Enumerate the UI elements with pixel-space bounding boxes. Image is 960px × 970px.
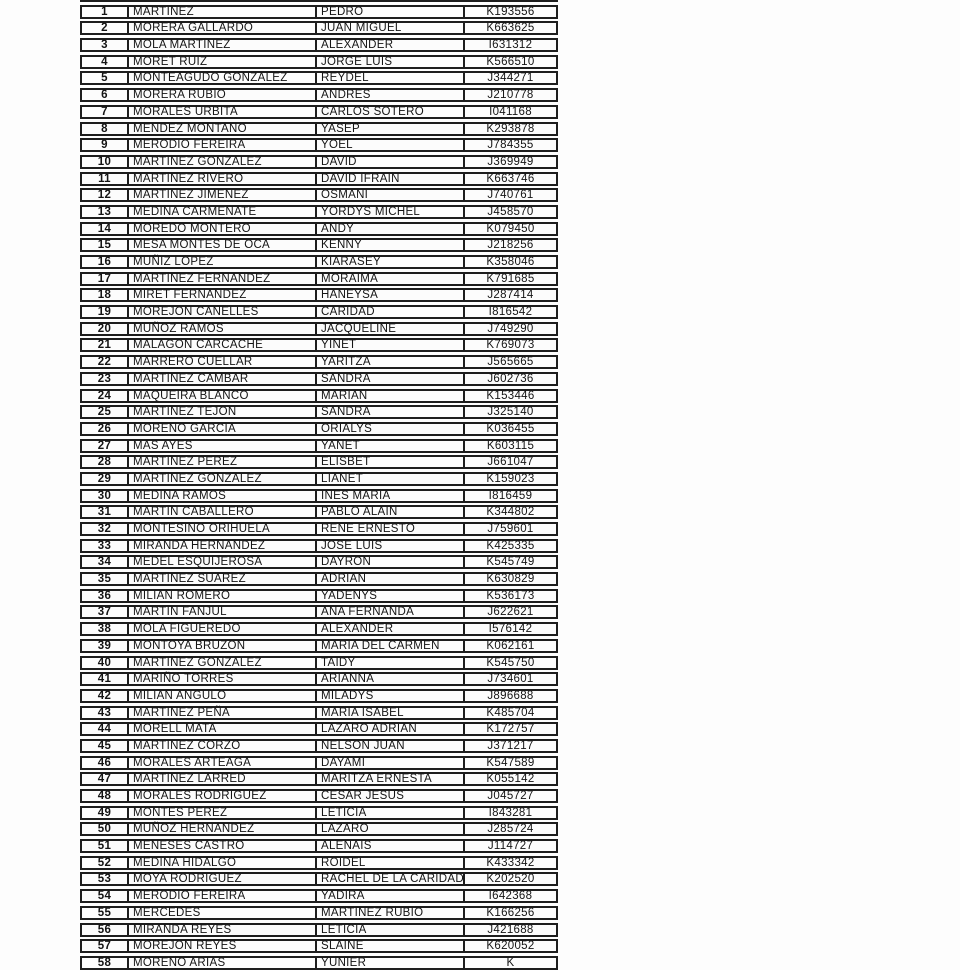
id-cell: I642368 [488, 890, 533, 903]
row-number-cell: 16 [82, 257, 129, 267]
id-cell: J218256 [487, 239, 534, 252]
first-name-cell: LETICIA [317, 808, 465, 818]
last-name-cell: MORENO GARCIA [129, 424, 317, 434]
first-name-cell: ALEXANDER [317, 40, 465, 50]
id-cell: J369949 [487, 155, 534, 168]
row-number-cell: 2 [82, 23, 129, 33]
table-row [80, 472, 558, 486]
first-name-cell: MORAIMA [317, 274, 465, 284]
table-row [80, 55, 558, 69]
first-name-cell: LAZARO ADRIAN [317, 724, 465, 734]
row-number-cell: 40 [82, 658, 129, 668]
table-row [80, 238, 558, 252]
row-number-cell: 13 [82, 207, 129, 217]
first-name-cell: JUAN MIGUEL [317, 23, 465, 33]
row-number-cell: 55 [82, 908, 129, 918]
table-row [80, 539, 558, 553]
first-name-cell: YADIRA [317, 891, 465, 901]
first-name-cell: KIARASEY [317, 257, 465, 267]
row-number-cell: 15 [82, 240, 129, 250]
row-number-cell: 46 [82, 758, 129, 768]
table-row [80, 822, 558, 836]
table-row [80, 105, 558, 119]
table-row [80, 355, 558, 369]
id-cell: K193556 [486, 5, 535, 18]
table-row [80, 455, 558, 469]
table-row [80, 71, 558, 85]
row-number-cell: 36 [82, 591, 129, 601]
last-name-cell: MOREDO MONTERO [129, 224, 317, 234]
id-cell: J896688 [487, 689, 534, 702]
row-number-cell: 53 [82, 874, 129, 884]
table-row [80, 639, 558, 653]
table-row [80, 372, 558, 386]
first-name-cell: LIANET [317, 474, 465, 484]
first-name-cell: ANDY [317, 224, 465, 234]
id-cell: J285724 [487, 823, 534, 836]
row-number-cell: 17 [82, 274, 129, 284]
last-name-cell: MIRET FERNANDEZ [129, 290, 317, 300]
cutoff-row-top [80, 0, 558, 2]
id-cell: J344271 [487, 72, 534, 85]
row-number-cell: 30 [82, 491, 129, 501]
last-name-cell: MERODIO FEREIRA [129, 891, 317, 901]
last-name-cell: MOREJON CANELLES [129, 307, 317, 317]
id-cell: J421688 [487, 923, 534, 936]
first-name-cell: YADENYS [317, 591, 465, 601]
id-cell: K [506, 956, 515, 969]
first-name-cell: ANA FERNANDA [317, 607, 465, 617]
table-row [80, 956, 558, 970]
first-name-cell: DAVID [317, 157, 465, 167]
first-name-cell: DAYRON [317, 557, 465, 567]
last-name-cell: MERODIO FEREIRA [129, 140, 317, 150]
id-cell: K166256 [486, 906, 535, 919]
row-number-cell: 52 [82, 858, 129, 868]
row-number-cell: 35 [82, 574, 129, 584]
table-row [80, 656, 558, 670]
row-number-cell: 21 [82, 340, 129, 350]
row-number-cell: 8 [82, 124, 129, 134]
first-name-cell: SANDRA [317, 407, 465, 417]
last-name-cell: MUÑIZ LOPEZ [129, 257, 317, 267]
first-name-cell: JOSE LUIS [317, 541, 465, 551]
first-name-cell: NELSON JUAN [317, 741, 465, 751]
first-name-cell: ORIALYS [317, 424, 465, 434]
id-cell: J759601 [487, 523, 534, 535]
table-row [80, 222, 558, 236]
row-number-cell: 54 [82, 891, 129, 901]
last-name-cell: MONTESINO ORIHUELA [129, 524, 317, 534]
last-name-cell: MERCEDES [129, 908, 317, 918]
last-name-cell: MORALES RODRIGUEZ [129, 791, 317, 801]
row-number-cell: 45 [82, 741, 129, 751]
last-name-cell: MENESES CASTRO [129, 841, 317, 851]
first-name-cell: CARLOS SOTERO [317, 107, 465, 117]
first-name-cell: SANDRA [317, 374, 465, 384]
last-name-cell: MEDINA HIDALGO [129, 858, 317, 868]
table-row [80, 389, 558, 403]
table-row [80, 906, 558, 920]
row-number-cell: 24 [82, 391, 129, 401]
id-cell: K159023 [486, 472, 535, 485]
table-row [80, 739, 558, 753]
table-row [80, 172, 558, 186]
first-name-cell: LAZARO [317, 824, 465, 834]
table-row [80, 489, 558, 503]
first-name-cell: ARIANNA [317, 674, 465, 684]
first-name-cell: MILADYS [317, 691, 465, 701]
id-cell: I041168 [489, 105, 532, 118]
first-name-cell: YUNIER [317, 958, 465, 968]
table-row [80, 672, 558, 686]
row-number-cell: 41 [82, 674, 129, 684]
first-name-cell: JACQUELINE [317, 324, 465, 334]
id-cell: J458570 [487, 205, 534, 218]
last-name-cell: MAS AYES [129, 441, 317, 451]
row-number-cell: 37 [82, 607, 129, 617]
table-row [80, 38, 558, 52]
first-name-cell: RACHEL DE LA CARIDAD [317, 874, 465, 884]
row-number-cell: 51 [82, 841, 129, 851]
last-name-cell: MUÑOZ RAMOS [129, 324, 317, 334]
id-cell: J325140 [487, 406, 534, 419]
id-cell: K344802 [486, 506, 535, 519]
last-name-cell: MARTINEZ LARRED [129, 774, 317, 784]
row-number-cell: 4 [82, 57, 129, 67]
table-row [80, 872, 558, 886]
first-name-cell: SLAINE [317, 941, 465, 951]
row-number-cell: 50 [82, 824, 129, 834]
table-row [80, 589, 558, 603]
table-row [80, 806, 558, 820]
first-name-cell: HANEYSA [317, 290, 465, 300]
first-name-cell: MARITZA ERNESTA [317, 774, 465, 784]
last-name-cell: MEDINA RAMOS [129, 491, 317, 501]
id-cell: J661047 [487, 456, 534, 469]
last-name-cell: MIRANDA REYES [129, 925, 317, 935]
row-number-cell: 3 [82, 40, 129, 50]
row-number-cell: 58 [82, 958, 129, 968]
table-body [80, 5, 558, 970]
id-cell: K485704 [486, 706, 535, 719]
id-cell: K202520 [486, 873, 535, 886]
first-name-cell: JORGE LUIS [317, 57, 465, 67]
id-cell: I576142 [488, 623, 533, 636]
last-name-cell: MUÑOZ HERNANDEZ [129, 824, 317, 834]
last-name-cell: MONTEAGUDO GONZALEZ [129, 73, 317, 83]
last-name-cell: MARTINEZ PEÑA [129, 708, 317, 718]
table-row [80, 188, 558, 202]
row-number-cell: 9 [82, 140, 129, 150]
id-cell: J734601 [487, 673, 534, 686]
last-name-cell: MOREJON REYES [129, 941, 317, 951]
row-number-cell: 38 [82, 624, 129, 634]
first-name-cell: LETICIA [317, 925, 465, 935]
table-row [80, 572, 558, 586]
id-cell: K663625 [486, 22, 535, 35]
id-cell: J210778 [487, 89, 534, 102]
first-name-cell: ALENAIS [317, 841, 465, 851]
id-cell: K293878 [486, 122, 535, 135]
last-name-cell: MORET RUIZ [129, 57, 317, 67]
table-row [80, 272, 558, 286]
table-row [80, 422, 558, 436]
table-row [80, 338, 558, 352]
last-name-cell: MILIAN ROMERO [129, 591, 317, 601]
id-cell: J784355 [487, 139, 534, 152]
id-cell: J565665 [487, 356, 534, 369]
table-row [80, 21, 558, 35]
first-name-cell: DAYAMI [317, 758, 465, 768]
id-cell: I631312 [488, 39, 533, 52]
first-name-cell: YORDYS MICHEL [317, 207, 465, 217]
table-row [80, 322, 558, 336]
first-name-cell: TAIDY [317, 658, 465, 668]
row-number-cell: 7 [82, 107, 129, 117]
row-number-cell: 23 [82, 374, 129, 384]
first-name-cell: YINET [317, 340, 465, 350]
row-number-cell: 31 [82, 507, 129, 517]
table-row [80, 122, 558, 136]
last-name-cell: MARTINEZ GONZALEZ [129, 658, 317, 668]
last-name-cell: MONTES PEREZ [129, 808, 317, 818]
id-cell: J045727 [487, 790, 534, 802]
first-name-cell: ANDRES [317, 90, 465, 100]
last-name-cell: MARTINEZ SUAREZ [129, 574, 317, 584]
row-number-cell: 6 [82, 90, 129, 100]
id-cell: I816542 [488, 306, 533, 319]
table-row [80, 405, 558, 419]
row-number-cell: 57 [82, 941, 129, 951]
row-number-cell: 19 [82, 307, 129, 317]
last-name-cell: MONTOYA BRUZON [129, 641, 317, 651]
table-row [80, 789, 558, 803]
first-name-cell: OSMANI [317, 190, 465, 200]
first-name-cell: ALEXANDER [317, 624, 465, 634]
id-cell: K062161 [486, 639, 535, 652]
id-cell: K055142 [486, 773, 535, 786]
row-number-cell: 25 [82, 407, 129, 417]
id-cell: J114727 [487, 840, 534, 853]
first-name-cell: CARIDAD [317, 307, 465, 317]
last-name-cell: MOLA MARTINEZ [129, 40, 317, 50]
first-name-cell: MARIA ISABEL [317, 708, 465, 718]
id-cell: K791685 [486, 272, 535, 285]
last-name-cell: MARTINEZ PEREZ [129, 457, 317, 467]
id-cell: K358046 [486, 256, 535, 268]
last-name-cell: MARTINEZ RIVERO [129, 174, 317, 184]
first-name-cell: YARITZA [317, 357, 465, 367]
table-row [80, 5, 558, 19]
table-row [80, 138, 558, 152]
table-row [80, 839, 558, 853]
row-number-cell: 5 [82, 73, 129, 83]
last-name-cell: MARTINEZ CAMBAR [129, 374, 317, 384]
table-row [80, 205, 558, 219]
last-name-cell: MARRERO CUELLAR [129, 357, 317, 367]
table-row [80, 722, 558, 736]
id-cell: K536173 [486, 589, 535, 602]
row-number-cell: 14 [82, 224, 129, 234]
id-cell: K566510 [486, 55, 535, 68]
table-row [80, 439, 558, 453]
last-name-cell: MARTINEZ FERNANDEZ [129, 274, 317, 284]
id-cell: K769073 [486, 339, 535, 352]
row-number-cell: 32 [82, 524, 129, 534]
row-number-cell: 43 [82, 708, 129, 718]
id-cell: K630829 [486, 573, 535, 586]
table-row [80, 155, 558, 169]
table-row [80, 255, 558, 269]
id-cell: K547589 [486, 756, 535, 769]
id-cell: K545750 [486, 656, 535, 669]
id-cell: K036455 [486, 422, 535, 435]
id-cell: K663746 [486, 172, 535, 185]
id-cell: J749290 [487, 322, 534, 335]
row-number-cell: 33 [82, 541, 129, 551]
first-name-cell: ADRIAN [317, 574, 465, 584]
first-name-cell: MARTINEZ RUBIO [317, 908, 465, 918]
first-name-cell: ROIDEL [317, 858, 465, 868]
row-number-cell: 49 [82, 808, 129, 818]
last-name-cell: MILIAN ANGULO [129, 691, 317, 701]
id-cell: J740761 [487, 189, 534, 202]
id-cell: K545749 [486, 556, 535, 569]
last-name-cell: MOYA RODRIGUEZ [129, 874, 317, 884]
table-row [80, 522, 558, 536]
last-name-cell: MARTINEZ JIMENEZ [129, 190, 317, 200]
id-cell: I816459 [488, 489, 533, 502]
last-name-cell: MARTIN CABALLERO [129, 507, 317, 517]
first-name-cell: DAVID IFRAIN [317, 174, 465, 184]
first-name-cell: PABLO ALAIN [317, 507, 465, 517]
last-name-cell: MORERA RUBIO [129, 90, 317, 100]
last-name-cell: MARTINEZ [129, 7, 317, 17]
last-name-cell: MORALES URBITA [129, 107, 317, 117]
table-row [80, 605, 558, 619]
last-name-cell: MORELL MATA [129, 724, 317, 734]
row-number-cell: 11 [82, 174, 129, 184]
last-name-cell: MESA MONTES DE OCA [129, 240, 317, 250]
first-name-cell: MARIA DEL CARMEN [317, 641, 465, 651]
id-cell: J602736 [487, 372, 534, 385]
last-name-cell: MARTINEZ CORZO [129, 741, 317, 751]
row-number-cell: 10 [82, 157, 129, 167]
row-number-cell: 48 [82, 791, 129, 801]
row-number-cell: 26 [82, 424, 129, 434]
last-name-cell: MIRANDA HERNANDEZ [129, 541, 317, 551]
id-cell: I843281 [488, 806, 533, 819]
first-name-cell: MARIAN [317, 391, 465, 401]
id-cell: K603115 [486, 439, 535, 452]
last-name-cell: MORALES ARTEAGA [129, 758, 317, 768]
table-row [80, 305, 558, 319]
last-name-cell: MARTINEZ GONZALEZ [129, 157, 317, 167]
row-number-cell: 18 [82, 290, 129, 300]
row-number-cell: 22 [82, 357, 129, 367]
last-name-cell: MEDEL ESQUIJEROSA [129, 557, 317, 567]
table-row [80, 889, 558, 903]
last-name-cell: MOLA FIGUEREDO [129, 624, 317, 634]
first-name-cell: KENNY [317, 240, 465, 250]
row-number-cell: 44 [82, 724, 129, 734]
first-name-cell: YANET [317, 441, 465, 451]
row-number-cell: 27 [82, 441, 129, 451]
row-number-cell: 28 [82, 457, 129, 467]
table-row [80, 288, 558, 302]
table-row [80, 939, 558, 953]
row-number-cell: 47 [82, 774, 129, 784]
table-row [80, 772, 558, 786]
id-cell: J622621 [487, 606, 534, 619]
first-name-cell: REYDEL [317, 73, 465, 83]
first-name-cell: ELISBET [317, 457, 465, 467]
last-name-cell: MEDINA CARMENATE [129, 207, 317, 217]
roster-table [80, 0, 558, 969]
row-number-cell: 39 [82, 641, 129, 651]
last-name-cell: MORERA GALLARDO [129, 23, 317, 33]
id-cell: K425335 [486, 539, 535, 552]
first-name-cell: INES MARIA [317, 491, 465, 501]
first-name-cell: PEDRO [317, 7, 465, 17]
last-name-cell: MARTIN FANJUL [129, 607, 317, 617]
last-name-cell: MENDEZ MONTANO [129, 124, 317, 134]
table-row [80, 505, 558, 519]
row-number-cell: 56 [82, 925, 129, 935]
row-number-cell: 34 [82, 557, 129, 567]
last-name-cell: MARTINEZ TEJON [129, 407, 317, 417]
row-number-cell: 20 [82, 324, 129, 334]
first-name-cell: CESAR JESUS [317, 791, 465, 801]
last-name-cell: MARIÑO TORRES [129, 674, 317, 684]
id-cell: K433342 [486, 856, 535, 869]
last-name-cell: MAQUEIRA BLANCO [129, 391, 317, 401]
id-cell: K620052 [486, 940, 535, 953]
id-cell: J371217 [487, 739, 534, 752]
first-name-cell: YOEL [317, 140, 465, 150]
table-row [80, 88, 558, 102]
id-cell: K172757 [486, 723, 535, 736]
table-row [80, 706, 558, 720]
table-row [80, 923, 558, 937]
table-row [80, 622, 558, 636]
row-number-cell: 42 [82, 691, 129, 701]
first-name-cell: RENE ERNESTO [317, 524, 465, 534]
first-name-cell: YASEP [317, 124, 465, 134]
last-name-cell: MORENO ARIAS [129, 958, 317, 968]
row-number-cell: 29 [82, 474, 129, 484]
table-row [80, 856, 558, 870]
id-cell: K153446 [486, 389, 535, 402]
row-number-cell: 1 [82, 7, 129, 17]
last-name-cell: MARTINEZ GONZALEZ [129, 474, 317, 484]
table-row [80, 555, 558, 569]
id-cell: J287414 [487, 289, 534, 302]
table-row [80, 689, 558, 703]
id-cell: K079450 [486, 222, 535, 235]
last-name-cell: MALAGON CARCACHE [129, 340, 317, 350]
row-number-cell: 12 [82, 190, 129, 200]
table-row [80, 756, 558, 770]
